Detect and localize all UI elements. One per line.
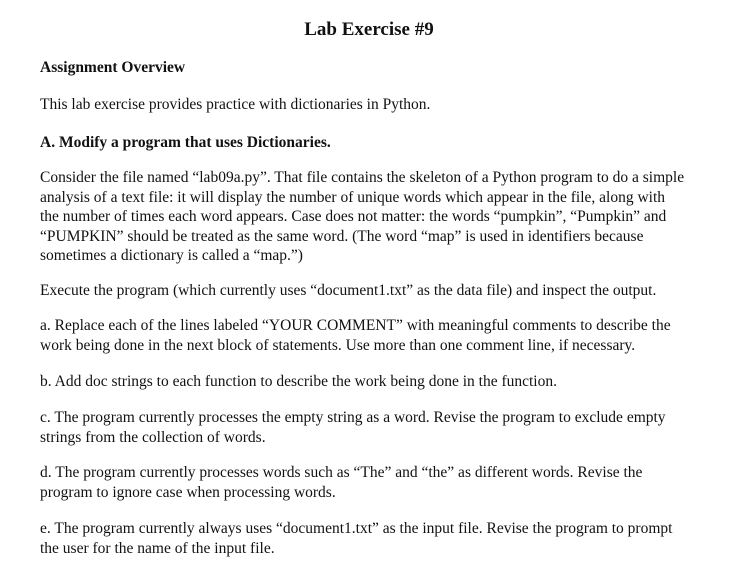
page-title: Lab Exercise #9 [304,19,434,40]
item-e-line: the user for the name of the input file. [40,539,275,557]
assignment-overview-heading: Assignment Overview [40,59,186,76]
item-e-paragraph [40,519,672,558]
item-c-paragraph [40,408,666,447]
item-a-paragraph [40,316,671,355]
overview-paragraph: This lab exercise provides practice with dictionaries in Python. [40,96,431,113]
consider-paragraph [40,168,684,266]
consider-line: sometimes a dictionary is called a “map.”) [40,247,303,264]
consider-line: the number of times each word appears. Case does not matter: the words “pumpkin”, “Pumpkin” and [40,208,667,225]
execute-paragraph: Execute the program (which currently uses “document1.txt” as the data file) and inspect the output. [40,282,657,299]
item-d-line: d. The program currently processes words such as “The” and “the” as different words. Revise the [40,464,643,481]
consider-line: “PUMPKIN” should be treated as the same word. (The word “map” is used in identifiers because [40,227,644,245]
section-a-heading: A. Modify a program that uses Dictionaries. [40,134,331,151]
item-d-paragraph [40,463,642,502]
item-a-line: a. Replace each of the lines labeled “YOUR COMMENT” with meaningful comments to describe the [40,317,671,334]
item-e-line: e. The program currently always uses “document1.txt” as the input file. Revise the program to prompt [40,520,673,537]
consider-line: analysis of a text file: it will display the number of unique words which appear in the file, along with [40,188,666,206]
item-d-line: program to ignore case when processing words. [40,483,336,501]
item-c-line: strings from the collection of words. [40,428,266,446]
item-c-line: c. The program currently processes the empty string as a word. Revise the program to exclude empty [40,409,666,426]
item-a-line: work being done in the next block of statements. Use more than one comment line, if necessary. [40,336,636,354]
item-b-paragraph: b. Add doc strings to each function to describe the work being done in the function. [40,373,557,390]
consider-line: Consider the file named “lab09a.py”. That file contains the skeleton of a Python program to do a simple [40,169,685,186]
